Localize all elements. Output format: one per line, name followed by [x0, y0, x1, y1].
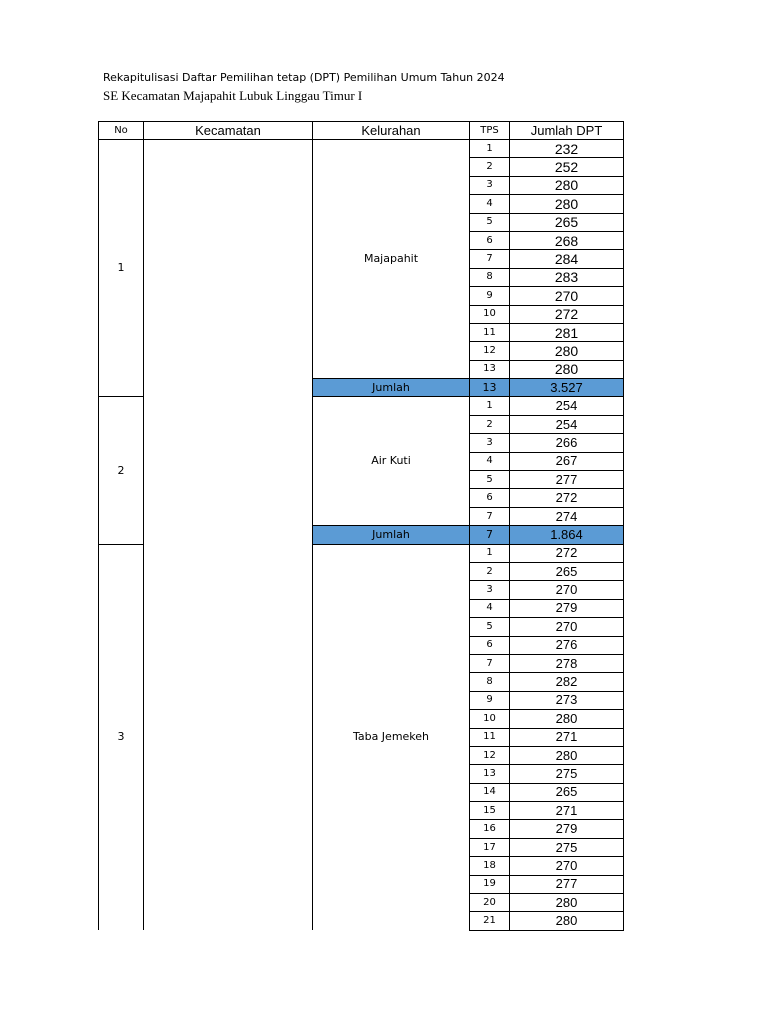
cell-tps: 12 [470, 342, 510, 360]
cell-tps: 4 [470, 195, 510, 213]
cell-tps: 7 [470, 507, 510, 525]
header-kelurahan: Kelurahan [313, 122, 470, 140]
cell-tps: 17 [470, 838, 510, 856]
cell-jumlah-dpt: 277 [510, 471, 624, 489]
total-label: Jumlah [313, 379, 470, 397]
cell-tps: 5 [470, 213, 510, 231]
table-row [99, 140, 624, 158]
cell-tps: 12 [470, 746, 510, 764]
cell-tps: 7 [470, 250, 510, 268]
cell-jumlah-dpt: 280 [510, 746, 624, 764]
cell-kelurahan: Majapahit [313, 140, 470, 379]
total-tps: 13 [470, 379, 510, 397]
cell-jumlah-dpt: 270 [510, 857, 624, 875]
cell-jumlah-dpt: 279 [510, 599, 624, 617]
cell-tps: 8 [470, 268, 510, 286]
cell-tps: 3 [470, 434, 510, 452]
cell-jumlah-dpt: 271 [510, 802, 624, 820]
cell-tps: 5 [470, 618, 510, 636]
cell-jumlah-dpt: 265 [510, 213, 624, 231]
document-title: Rekapitulisasi Daftar Pemilihan tetap (DPT) Pemilihan Umum Tahun 2024 [103, 71, 505, 84]
cell-no: 2 [99, 397, 144, 544]
cell-tps: 2 [470, 158, 510, 176]
cell-jumlah-dpt: 280 [510, 894, 624, 912]
cell-tps: 6 [470, 489, 510, 507]
cell-tps: 18 [470, 857, 510, 875]
cell-jumlah-dpt: 284 [510, 250, 624, 268]
total-label: Jumlah [313, 526, 470, 544]
cell-jumlah-dpt: 270 [510, 287, 624, 305]
cell-tps: 7 [470, 654, 510, 672]
cell-jumlah-dpt: 272 [510, 544, 624, 562]
cell-kecamatan [144, 140, 313, 931]
total-jumlah-dpt: 1.864 [510, 526, 624, 544]
cell-jumlah-dpt: 254 [510, 415, 624, 433]
cell-tps: 1 [470, 397, 510, 415]
cell-jumlah-dpt: 280 [510, 912, 624, 930]
header-kecamatan: Kecamatan [144, 122, 313, 140]
cell-jumlah-dpt: 272 [510, 305, 624, 323]
cell-tps: 13 [470, 360, 510, 378]
cell-tps: 2 [470, 562, 510, 580]
cell-tps: 2 [470, 415, 510, 433]
dpt-table [98, 121, 624, 931]
cell-jumlah-dpt: 252 [510, 158, 624, 176]
total-tps: 7 [470, 526, 510, 544]
cell-tps: 1 [470, 544, 510, 562]
header-no: No [99, 122, 144, 140]
cell-tps: 11 [470, 323, 510, 341]
total-jumlah-dpt: 3.527 [510, 379, 624, 397]
cell-jumlah-dpt: 274 [510, 507, 624, 525]
cell-jumlah-dpt: 268 [510, 231, 624, 249]
cell-jumlah-dpt: 280 [510, 360, 624, 378]
cell-jumlah-dpt: 281 [510, 323, 624, 341]
cell-tps: 15 [470, 802, 510, 820]
document-subtitle: SE Kecamatan Majapahit Lubuk Linggau Timur I [103, 88, 363, 103]
cell-jumlah-dpt: 254 [510, 397, 624, 415]
cell-jumlah-dpt: 270 [510, 581, 624, 599]
cell-tps: 6 [470, 231, 510, 249]
cell-jumlah-dpt: 265 [510, 783, 624, 801]
cell-jumlah-dpt: 265 [510, 562, 624, 580]
cell-no: 1 [99, 140, 144, 397]
cell-jumlah-dpt: 276 [510, 636, 624, 654]
cell-tps: 16 [470, 820, 510, 838]
cell-jumlah-dpt: 280 [510, 342, 624, 360]
cell-jumlah-dpt: 232 [510, 140, 624, 158]
cell-tps: 21 [470, 912, 510, 930]
cell-jumlah-dpt: 283 [510, 268, 624, 286]
cell-tps: 3 [470, 581, 510, 599]
cell-tps: 3 [470, 176, 510, 194]
cell-tps: 13 [470, 765, 510, 783]
table-header-row [99, 122, 624, 140]
cell-tps: 19 [470, 875, 510, 893]
cell-jumlah-dpt: 282 [510, 673, 624, 691]
cell-jumlah-dpt: 271 [510, 728, 624, 746]
cell-tps: 14 [470, 783, 510, 801]
cell-jumlah-dpt: 267 [510, 452, 624, 470]
cell-jumlah-dpt: 273 [510, 691, 624, 709]
cell-tps: 8 [470, 673, 510, 691]
cell-kelurahan: Taba Jemekeh [313, 544, 470, 930]
cell-jumlah-dpt: 266 [510, 434, 624, 452]
cell-tps: 4 [470, 599, 510, 617]
cell-tps: 1 [470, 140, 510, 158]
cell-tps: 4 [470, 452, 510, 470]
cell-jumlah-dpt: 279 [510, 820, 624, 838]
cell-tps: 9 [470, 691, 510, 709]
cell-jumlah-dpt: 275 [510, 765, 624, 783]
cell-tps: 10 [470, 305, 510, 323]
cell-jumlah-dpt: 278 [510, 654, 624, 672]
cell-jumlah-dpt: 280 [510, 176, 624, 194]
cell-jumlah-dpt: 270 [510, 618, 624, 636]
cell-kelurahan: Air Kuti [313, 397, 470, 526]
cell-jumlah-dpt: 280 [510, 710, 624, 728]
cell-tps: 5 [470, 471, 510, 489]
cell-no: 3 [99, 544, 144, 930]
cell-jumlah-dpt: 280 [510, 195, 624, 213]
cell-tps: 6 [470, 636, 510, 654]
cell-tps: 11 [470, 728, 510, 746]
cell-jumlah-dpt: 272 [510, 489, 624, 507]
cell-tps: 20 [470, 894, 510, 912]
cell-jumlah-dpt: 275 [510, 838, 624, 856]
cell-tps: 10 [470, 710, 510, 728]
header-jumlah-dpt: Jumlah DPT [510, 122, 624, 140]
cell-tps: 9 [470, 287, 510, 305]
header-tps: TPS [470, 122, 510, 140]
cell-jumlah-dpt: 277 [510, 875, 624, 893]
